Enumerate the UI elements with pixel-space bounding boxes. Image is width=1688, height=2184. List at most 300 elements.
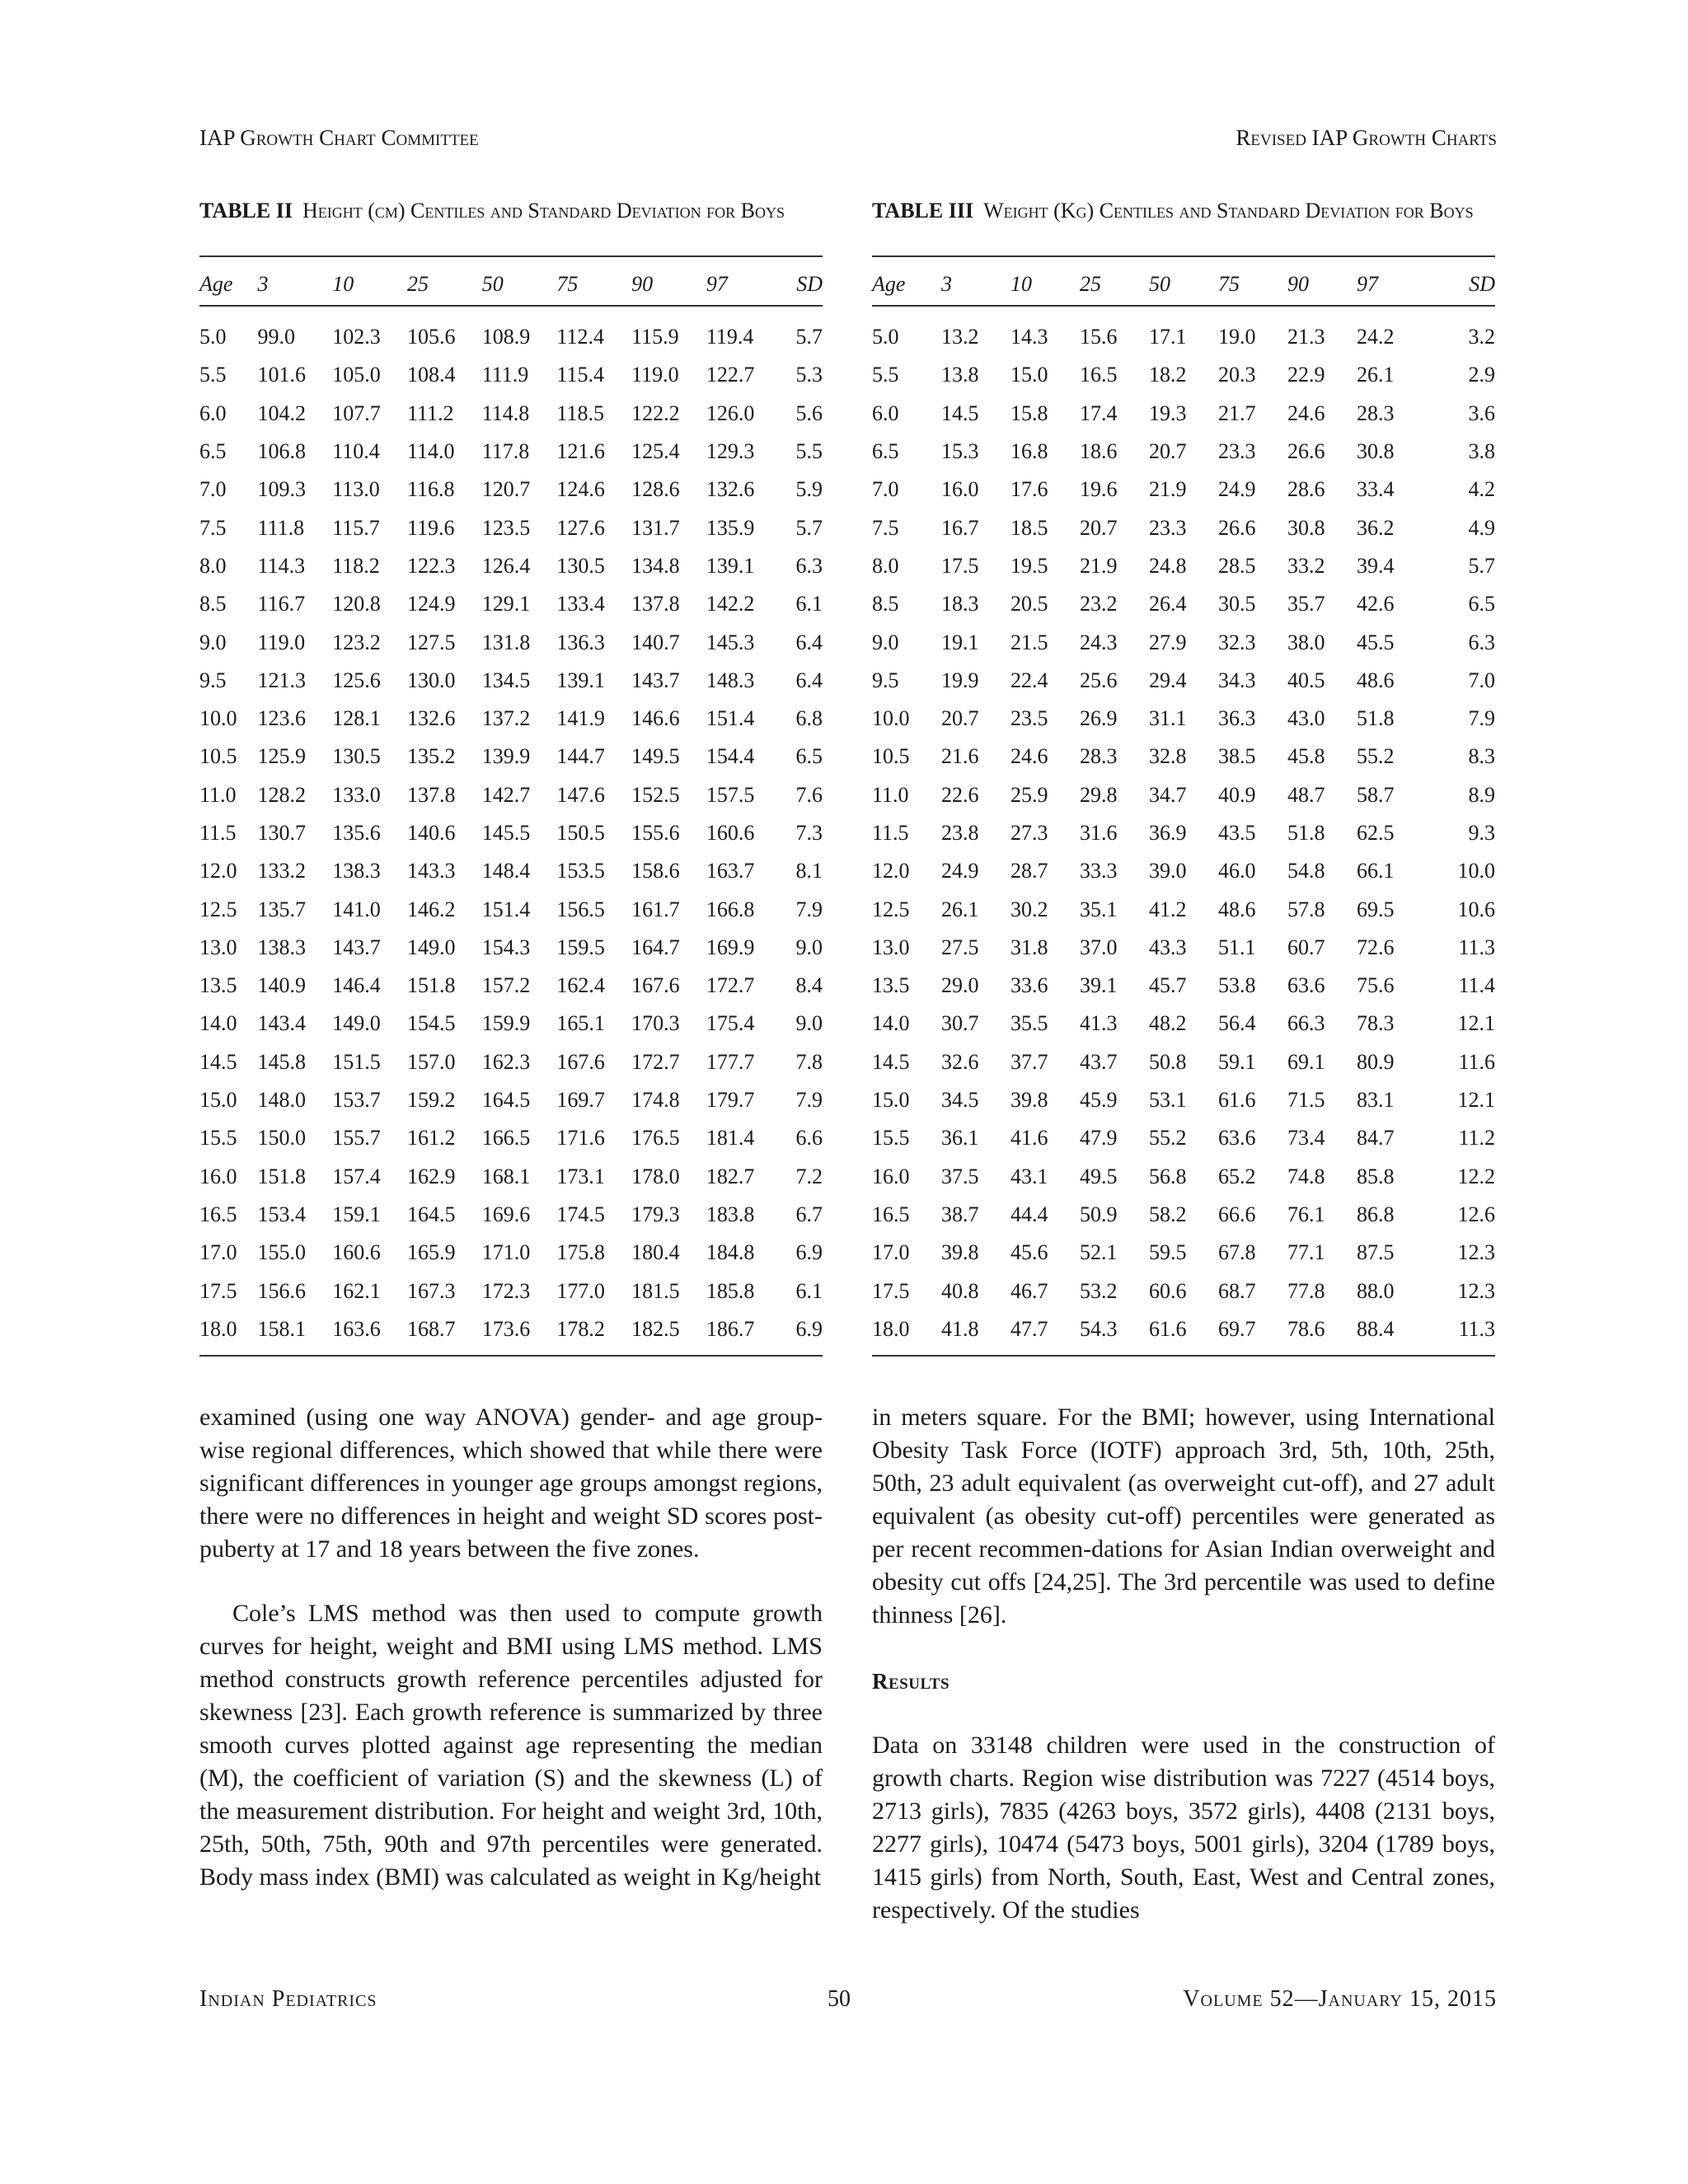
table-cell: 134.5 [481,668,531,692]
table-cell: 30.7 [941,1011,979,1036]
table-cell: 5.7 [795,325,823,349]
table-cell: 31.1 [1149,706,1187,731]
table-cell: 35.1 [1080,897,1118,921]
table-cell: 126.0 [706,401,755,425]
table-cell: 164.7 [631,935,680,959]
table-row [199,776,823,814]
table-cell: 140.6 [406,821,456,845]
table-cell: 63.6 [1218,1126,1256,1151]
table-cell: 18.2 [1149,363,1187,387]
table-cell: 17.0 [199,1240,237,1265]
table-cell: 8.3 [1468,744,1495,769]
table-cell: 69.1 [1287,1049,1325,1074]
table-cell: 51.1 [1218,935,1256,959]
table-row [872,1005,1495,1043]
table-cell: 34.7 [1149,782,1187,807]
table-iii-col-header: 10 [1010,272,1032,296]
table-cell: 5.7 [1468,553,1495,578]
table-cell: 52.1 [1080,1240,1118,1265]
table-cell: 154.3 [481,935,531,959]
table-cell: 151.8 [406,973,456,998]
table-cell: 20.7 [1149,439,1187,464]
table-iii-label: TABLE III [872,199,974,223]
table-cell: 5.6 [795,401,823,425]
table-iii-bottom-rule [872,1355,1495,1357]
table-cell: 151.4 [481,897,531,921]
table-cell: 7.0 [1468,668,1495,692]
table-cell: 77.8 [1287,1278,1325,1303]
table-cell: 17.5 [941,553,979,578]
table-cell: 15.3 [941,439,979,464]
table-cell: 169.6 [481,1202,531,1226]
table-cell: 25.6 [1080,668,1118,692]
table-cell: 144.7 [556,744,605,769]
table-cell: 182.5 [631,1316,680,1341]
table-cell: 167.3 [406,1278,456,1303]
table-cell: 35.5 [1010,1011,1048,1036]
table-cell: 68.7 [1218,1278,1256,1303]
table-cell: 130.5 [332,744,381,769]
table-cell: 178.0 [631,1164,680,1188]
table-cell: 109.3 [257,477,307,502]
footer-journal: Indian Pediatrics [199,1986,377,2012]
table-row [199,738,823,776]
table-cell: 149.0 [406,935,456,959]
table-ii-col-header: 3 [257,272,269,296]
table-cell: 158.1 [257,1316,307,1341]
table-cell: 160.6 [706,821,755,845]
table-cell: 47.7 [1010,1316,1048,1341]
table-cell: 157.2 [481,973,531,998]
table-row [199,814,823,852]
table-cell: 84.7 [1357,1126,1395,1151]
table-cell: 168.1 [481,1164,531,1188]
table-cell: 130.7 [257,821,307,845]
table-cell: 27.5 [941,935,979,959]
table-cell: 102.3 [332,325,381,349]
table-cell: 13.2 [941,325,979,349]
table-cell: 161.2 [406,1126,456,1151]
table-ii-col-header: 50 [481,272,504,296]
table-cell: 5.0 [199,325,227,349]
table-row [199,852,823,890]
table-cell: 99.0 [257,325,296,349]
table-cell: 39.0 [1149,859,1187,883]
table-cell: 180.4 [631,1240,680,1265]
table-cell: 6.5 [795,744,823,769]
table-cell: 7.5 [199,515,227,540]
table-cell: 78.6 [1287,1316,1325,1341]
table-cell: 107.7 [332,401,381,425]
table-cell: 12.0 [872,859,910,883]
table-cell: 18.6 [1080,439,1118,464]
table-iii-col-header: SD [1469,272,1495,296]
table-cell: 49.5 [1080,1164,1118,1188]
table-cell: 48.6 [1218,897,1256,921]
table-cell: 10.5 [199,744,237,769]
table-cell: 16.0 [941,477,979,502]
table-cell: 23.8 [941,821,979,845]
table-cell: 10.0 [199,706,237,731]
table-cell: 24.6 [1287,401,1325,425]
table-cell: 8.5 [199,592,227,616]
table-cell: 165.1 [556,1011,605,1036]
table-cell: 27.3 [1010,821,1048,845]
table-cell: 172.3 [481,1278,531,1303]
table-cell: 169.7 [556,1088,605,1113]
table-cell: 85.8 [1357,1164,1395,1188]
table-cell: 12.3 [1457,1240,1495,1265]
table-cell: 121.3 [257,668,307,692]
table-cell: 106.8 [257,439,307,464]
table-cell: 132.6 [706,477,755,502]
table-cell: 69.5 [1357,897,1395,921]
table-cell: 121.6 [556,439,605,464]
table-cell: 17.6 [1010,477,1048,502]
table-cell: 41.3 [1080,1011,1118,1036]
table-cell: 9.5 [199,668,227,692]
table-cell: 12.1 [1457,1088,1495,1113]
table-cell: 42.6 [1357,592,1395,616]
table-cell: 130.5 [556,553,605,578]
table-cell: 23.3 [1218,439,1256,464]
table-iii-col-header: Age [872,272,906,296]
table-cell: 9.3 [1468,821,1495,845]
table-cell: 32.8 [1149,744,1187,769]
table-cell: 16.0 [872,1164,910,1188]
table-cell: 73.4 [1287,1126,1325,1151]
table-cell: 30.8 [1357,439,1395,464]
table-cell: 60.7 [1287,935,1325,959]
table-cell: 134.8 [631,553,680,578]
table-row [199,1158,823,1196]
table-cell: 9.0 [795,1011,823,1036]
table-cell: 11.3 [1458,1316,1495,1341]
table-cell: 86.8 [1357,1202,1395,1226]
table-row [199,700,823,738]
table-cell: 5.0 [872,325,899,349]
table-cell: 72.6 [1357,935,1395,959]
table-cell: 24.9 [941,859,979,883]
table-row [872,738,1495,776]
table-cell: 117.8 [481,439,530,464]
table-row [872,433,1495,471]
table-cell: 7.9 [795,1088,823,1113]
table-cell: 6.9 [795,1240,823,1265]
table-cell: 8.0 [199,553,227,578]
table-cell: 6.4 [795,630,823,654]
table-cell: 131.8 [481,630,531,654]
table-cell: 46.7 [1010,1278,1048,1303]
table-cell: 118.5 [556,401,604,425]
table-cell: 139.1 [706,553,755,578]
table-cell: 29.0 [941,973,979,998]
table-cell: 177.0 [556,1278,605,1303]
table-cell: 19.9 [941,668,979,692]
table-cell: 7.5 [872,515,899,540]
table-cell: 45.9 [1080,1088,1118,1113]
table-row [872,471,1495,509]
table-cell: 8.5 [872,592,899,616]
table-cell: 28.3 [1357,401,1395,425]
table-cell: 8.9 [1468,782,1495,807]
table-cell: 7.9 [1468,706,1495,731]
table-cell: 146.4 [332,973,381,998]
table-cell: 6.5 [1468,592,1495,616]
table-cell: 133.4 [556,592,605,616]
table-cell: 9.5 [872,668,899,692]
table-cell: 177.7 [706,1049,755,1074]
table-cell: 122.3 [406,553,456,578]
table-cell: 137.8 [406,782,456,807]
table-cell: 20.5 [1010,592,1048,616]
table-cell: 6.4 [795,668,823,692]
table-cell: 115.9 [631,325,679,349]
table-cell: 26.6 [1287,439,1325,464]
table-cell: 140.7 [631,630,680,654]
table-row [872,1158,1495,1196]
table-cell: 167.6 [556,1049,605,1074]
table-cell: 40.5 [1287,668,1325,692]
table-ii-col-header: 97 [706,272,728,296]
table-cell: 5.9 [795,477,823,502]
table-cell: 141.9 [556,706,605,731]
paragraph-results: Data on 33148 children were used in the construction of growth charts. Region wise distribution was 7227 (4514 boys, 2713 girls), 7835 (4263 boys, 3572 girls), 4408 (2131 boys, 2277 girls), 10474 (5473 boys, 5001 girls), 3204 (1789 boys, 1415 girls) from North, South, East, West and Central zones, respectively. Of the studies [872,1732,1495,1924]
table-iii-title: Weight (Kg) Centiles and Standard Deviation for Boys [983,199,1474,223]
table-cell: 7.8 [795,1049,823,1074]
table-cell: 159.2 [406,1088,456,1113]
table-cell: 16.5 [872,1202,910,1226]
table-cell: 60.6 [1149,1278,1187,1303]
table-cell: 30.5 [1218,592,1256,616]
table-cell: 51.8 [1357,706,1395,731]
table-cell: 6.5 [872,439,899,464]
table-row [872,1081,1495,1119]
table-cell: 5.5 [872,363,899,387]
table-cell: 114.0 [406,439,455,464]
table-cell: 57.8 [1287,897,1325,921]
running-header-left: IAP Growth Chart Committee [199,125,479,150]
table-cell: 15.5 [199,1126,237,1151]
footer-volume: Volume 52—January 15, 2015 [1183,1986,1497,2012]
table-row [872,1119,1495,1157]
table-row [872,395,1495,433]
table-cell: 165.9 [406,1240,456,1265]
table-cell: 5.5 [795,439,823,464]
table-cell: 40.8 [941,1278,979,1303]
table-cell: 181.4 [706,1126,755,1151]
table-cell: 16.8 [1010,439,1048,464]
table-cell: 7.0 [872,477,899,502]
table-row [872,547,1495,585]
table-cell: 173.1 [556,1164,605,1188]
table-cell: 45.8 [1287,744,1325,769]
table-cell: 51.8 [1287,821,1325,845]
table-cell: 158.6 [631,859,680,883]
table-cell: 142.2 [706,592,755,616]
table-cell: 28.3 [1080,744,1118,769]
table-cell: 39.4 [1357,553,1395,578]
table-cell: 17.5 [199,1278,237,1303]
table-cell: 163.7 [706,859,755,883]
table-cell: 38.7 [941,1202,979,1226]
table-cell: 12.6 [1457,1202,1495,1226]
table-row [199,1005,823,1043]
table-cell: 28.7 [1010,859,1048,883]
table-cell: 24.9 [1218,477,1256,502]
table-cell: 31.8 [1010,935,1048,959]
table-cell: 17.1 [1149,325,1187,349]
table-cell: 39.8 [1010,1088,1048,1113]
table-ii-body [199,306,823,1348]
table-cell: 40.9 [1218,782,1256,807]
table-row [199,433,823,471]
table-cell: 53.8 [1218,973,1256,998]
table-cell: 15.0 [1010,363,1048,387]
table-iii-col-header: 25 [1080,272,1101,296]
table-row [872,814,1495,852]
table-cell: 138.3 [332,859,381,883]
table-cell: 7.3 [795,821,823,845]
table-cell: 152.5 [631,782,680,807]
table-cell: 114.3 [257,553,306,578]
table-cell: 18.0 [872,1316,910,1341]
table-iii-col-header: 3 [941,272,952,296]
table-cell: 115.7 [332,515,380,540]
table-cell: 127.5 [406,630,456,654]
table-cell: 133.0 [332,782,381,807]
table-cell: 116.8 [406,477,455,502]
table-cell: 135.7 [257,897,307,921]
table-cell: 179.7 [706,1088,755,1113]
table-cell: 149.0 [332,1011,381,1036]
table-cell: 45.6 [1010,1240,1048,1265]
table-iii-col-header: 75 [1218,272,1240,296]
table-cell: 26.1 [1357,363,1395,387]
table-row [872,623,1495,661]
table-cell: 142.7 [481,782,531,807]
table-cell: 105.0 [332,363,381,387]
table-ii-col-header: 10 [332,272,354,296]
table-cell: 16.5 [1080,363,1118,387]
table-cell: 15.0 [872,1088,910,1113]
table-cell: 171.0 [481,1240,531,1265]
table-cell: 63.6 [1287,973,1325,998]
table-cell: 43.7 [1080,1049,1118,1074]
table-iii-top-rule [872,255,1495,257]
table-cell: 156.5 [556,897,605,921]
table-cell: 133.2 [257,859,307,883]
table-cell: 122.7 [706,363,755,387]
table-cell: 157.5 [706,782,755,807]
table-cell: 167.6 [631,973,680,998]
table-cell: 182.7 [706,1164,755,1188]
table-cell: 125.9 [257,744,307,769]
table-cell: 6.8 [795,706,823,731]
table-cell: 19.5 [1010,553,1048,578]
table-cell: 110.4 [332,439,380,464]
table-cell: 61.6 [1149,1316,1187,1341]
table-iii-grid [872,264,1495,1348]
table-cell: 145.3 [706,630,755,654]
table-cell: 11.6 [1458,1049,1495,1074]
table-cell: 5.7 [795,515,823,540]
table-cell: 12.5 [199,897,237,921]
table-row [199,623,823,661]
table-cell: 19.6 [1080,477,1118,502]
table-cell: 169.9 [706,935,755,959]
table-cell: 178.2 [556,1316,605,1341]
table-ii-caption [199,196,823,255]
table-row [872,1196,1495,1234]
table-cell: 24.6 [1010,744,1048,769]
table-cell: 26.9 [1080,706,1118,731]
table-cell: 67.8 [1218,1240,1256,1265]
table-cell: 75.6 [1357,973,1395,998]
table-iii-col-header: 50 [1149,272,1170,296]
table-row [199,929,823,967]
table-cell: 20.7 [941,706,979,731]
table-cell: 7.0 [199,477,227,502]
table-cell: 77.1 [1287,1240,1325,1265]
table-cell: 87.5 [1357,1240,1395,1265]
table-cell: 6.3 [795,553,823,578]
table-cell: 69.7 [1218,1316,1256,1341]
table-cell: 56.8 [1149,1164,1187,1188]
table-cell: 29.8 [1080,782,1118,807]
table-cell: 6.6 [795,1126,823,1151]
table-row [199,547,823,585]
table-cell: 138.3 [257,935,307,959]
table-cell: 48.2 [1149,1011,1187,1036]
table-cell: 151.5 [332,1049,381,1074]
table-cell: 17.4 [1080,401,1118,425]
table-cell: 37.0 [1080,935,1118,959]
table-cell: 166.8 [706,897,755,921]
table-cell: 111.2 [406,401,454,425]
table-cell: 9.0 [199,630,227,654]
table-row [199,1310,823,1348]
table-cell: 6.9 [795,1316,823,1341]
table-cell: 11.4 [1458,973,1495,998]
table-cell: 43.1 [1010,1164,1048,1188]
table-cell: 61.6 [1218,1088,1256,1113]
table-row [199,471,823,509]
results-heading: Results [872,1669,950,1694]
table-cell: 32.3 [1218,630,1256,654]
table-cell: 12.2 [1457,1164,1495,1188]
table-cell: 6.0 [872,401,899,425]
table-cell: 8.4 [795,973,823,998]
table-cell: 143.3 [406,859,456,883]
table-iii-col-header: 90 [1287,272,1309,296]
table-cell: 150.0 [257,1126,307,1151]
table-cell: 38.0 [1287,630,1325,654]
table-cell: 22.9 [1287,363,1325,387]
table-cell: 48.6 [1357,668,1395,692]
table-cell: 6.3 [1468,630,1495,654]
table-cell: 88.0 [1357,1278,1395,1303]
table-cell: 47.9 [1080,1126,1118,1151]
table-cell: 7.2 [795,1164,823,1188]
table-cell: 129.1 [481,592,531,616]
table-cell: 14.5 [941,401,979,425]
table-cell: 15.8 [1010,401,1048,425]
table-cell: 122.2 [631,401,680,425]
table-cell: 175.4 [706,1011,755,1036]
table-cell: 53.1 [1149,1088,1187,1113]
table-cell: 3.2 [1468,325,1495,349]
